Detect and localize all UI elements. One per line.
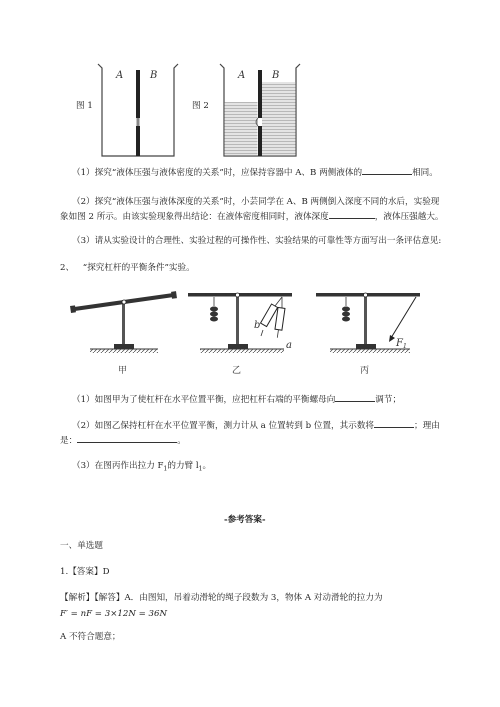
figure-label-jia: 甲 [118,366,128,376]
answer-1-conclusion: A 不符合题意； [60,632,121,642]
answer-1-analysis: 【解析】【解答】A．由图知，吊着动滑轮的绳子段数为 3，物体 A 对动滑轮的拉力为 [60,593,383,603]
figure-2-label: 图 2 [192,101,209,111]
q1-blank-1[interactable] [362,165,412,175]
q2-part-2b: 是： 。 [60,433,186,447]
answers-section: 一、单选题 [60,541,103,551]
q2-title: “探究杠杆的平衡条件”实验。 [82,263,195,273]
position-a-label: a [286,340,292,351]
figure-1-label: 图 1 [76,101,93,111]
q1-line-2b: 象如图 2 所示。由该实验现象得出结论：在液体密度相同时，液体深度 ，液体压强越大。 [60,209,444,223]
figure-2-container [216,62,306,162]
figure-1-container [94,62,184,162]
answer-1-formula: F′ = nF = 3×12N = 36N [60,609,167,619]
figure-2-water-left [225,102,258,156]
q2-part-3: （3）在图丙作出拉力 $F_1$的力臂 $l_1$。 [72,461,212,473]
figure-label-yi: 乙 [232,366,242,376]
hanging-weights [210,307,218,322]
q2-part-2a: （2）如图乙保持杠杆在水平位置平衡，测力计从 a 位置转到 b 位置，其示数将 ；理由 [72,418,440,432]
figure-2-label-b: B [272,70,280,81]
lever-figure-jia [70,291,177,376]
answers-heading: -参考答案- [224,515,266,525]
lever-figures [70,280,430,380]
hanging-weights-bing [342,307,350,322]
q1-blank-2[interactable] [329,209,375,219]
lever-figure-yi [188,293,292,376]
figure-label-bing: 丙 [360,366,370,376]
figure-1-divider [136,70,140,118]
q2-header [60,262,195,274]
q2-blank-1[interactable] [335,392,375,402]
figure-1-label-b: B [150,70,158,81]
lever-figure-bing [316,293,420,376]
q2-number: 2、 [60,263,75,273]
q2-blank-2[interactable] [374,418,414,428]
figure-2-label-a: A [238,70,246,81]
figure-2-water-right [262,82,296,156]
q2-part-1: （1）如图甲为了使杠杆在水平位置平衡，应把杠杆右端的平衡螺母向 调节； [72,392,401,406]
q1-line-1: （1）探究“液体压强与液体密度的关系”时，应保持容器中 A、B 两侧液体的 相同。 [72,165,438,179]
force-f1-arrow [391,297,416,338]
q1-line-2a: （2）探究“液体压强与液体深度的关系”时，小芸同学在 A、B 两侧倒入深度不同的水后，实验现 [72,197,440,207]
q2-blank-3[interactable] [77,433,177,443]
position-b-label: b [254,320,261,331]
answer-1: 1.【答案】D [60,567,110,577]
force-f1-label: $F_1$ [396,338,407,350]
figure-1-label-a: A [116,70,124,81]
q1-line-3: （3）请从实验设计的合理性、实验过程的可操作性、实验结果的可靠性等方面写出一条评估意见: [72,236,442,246]
